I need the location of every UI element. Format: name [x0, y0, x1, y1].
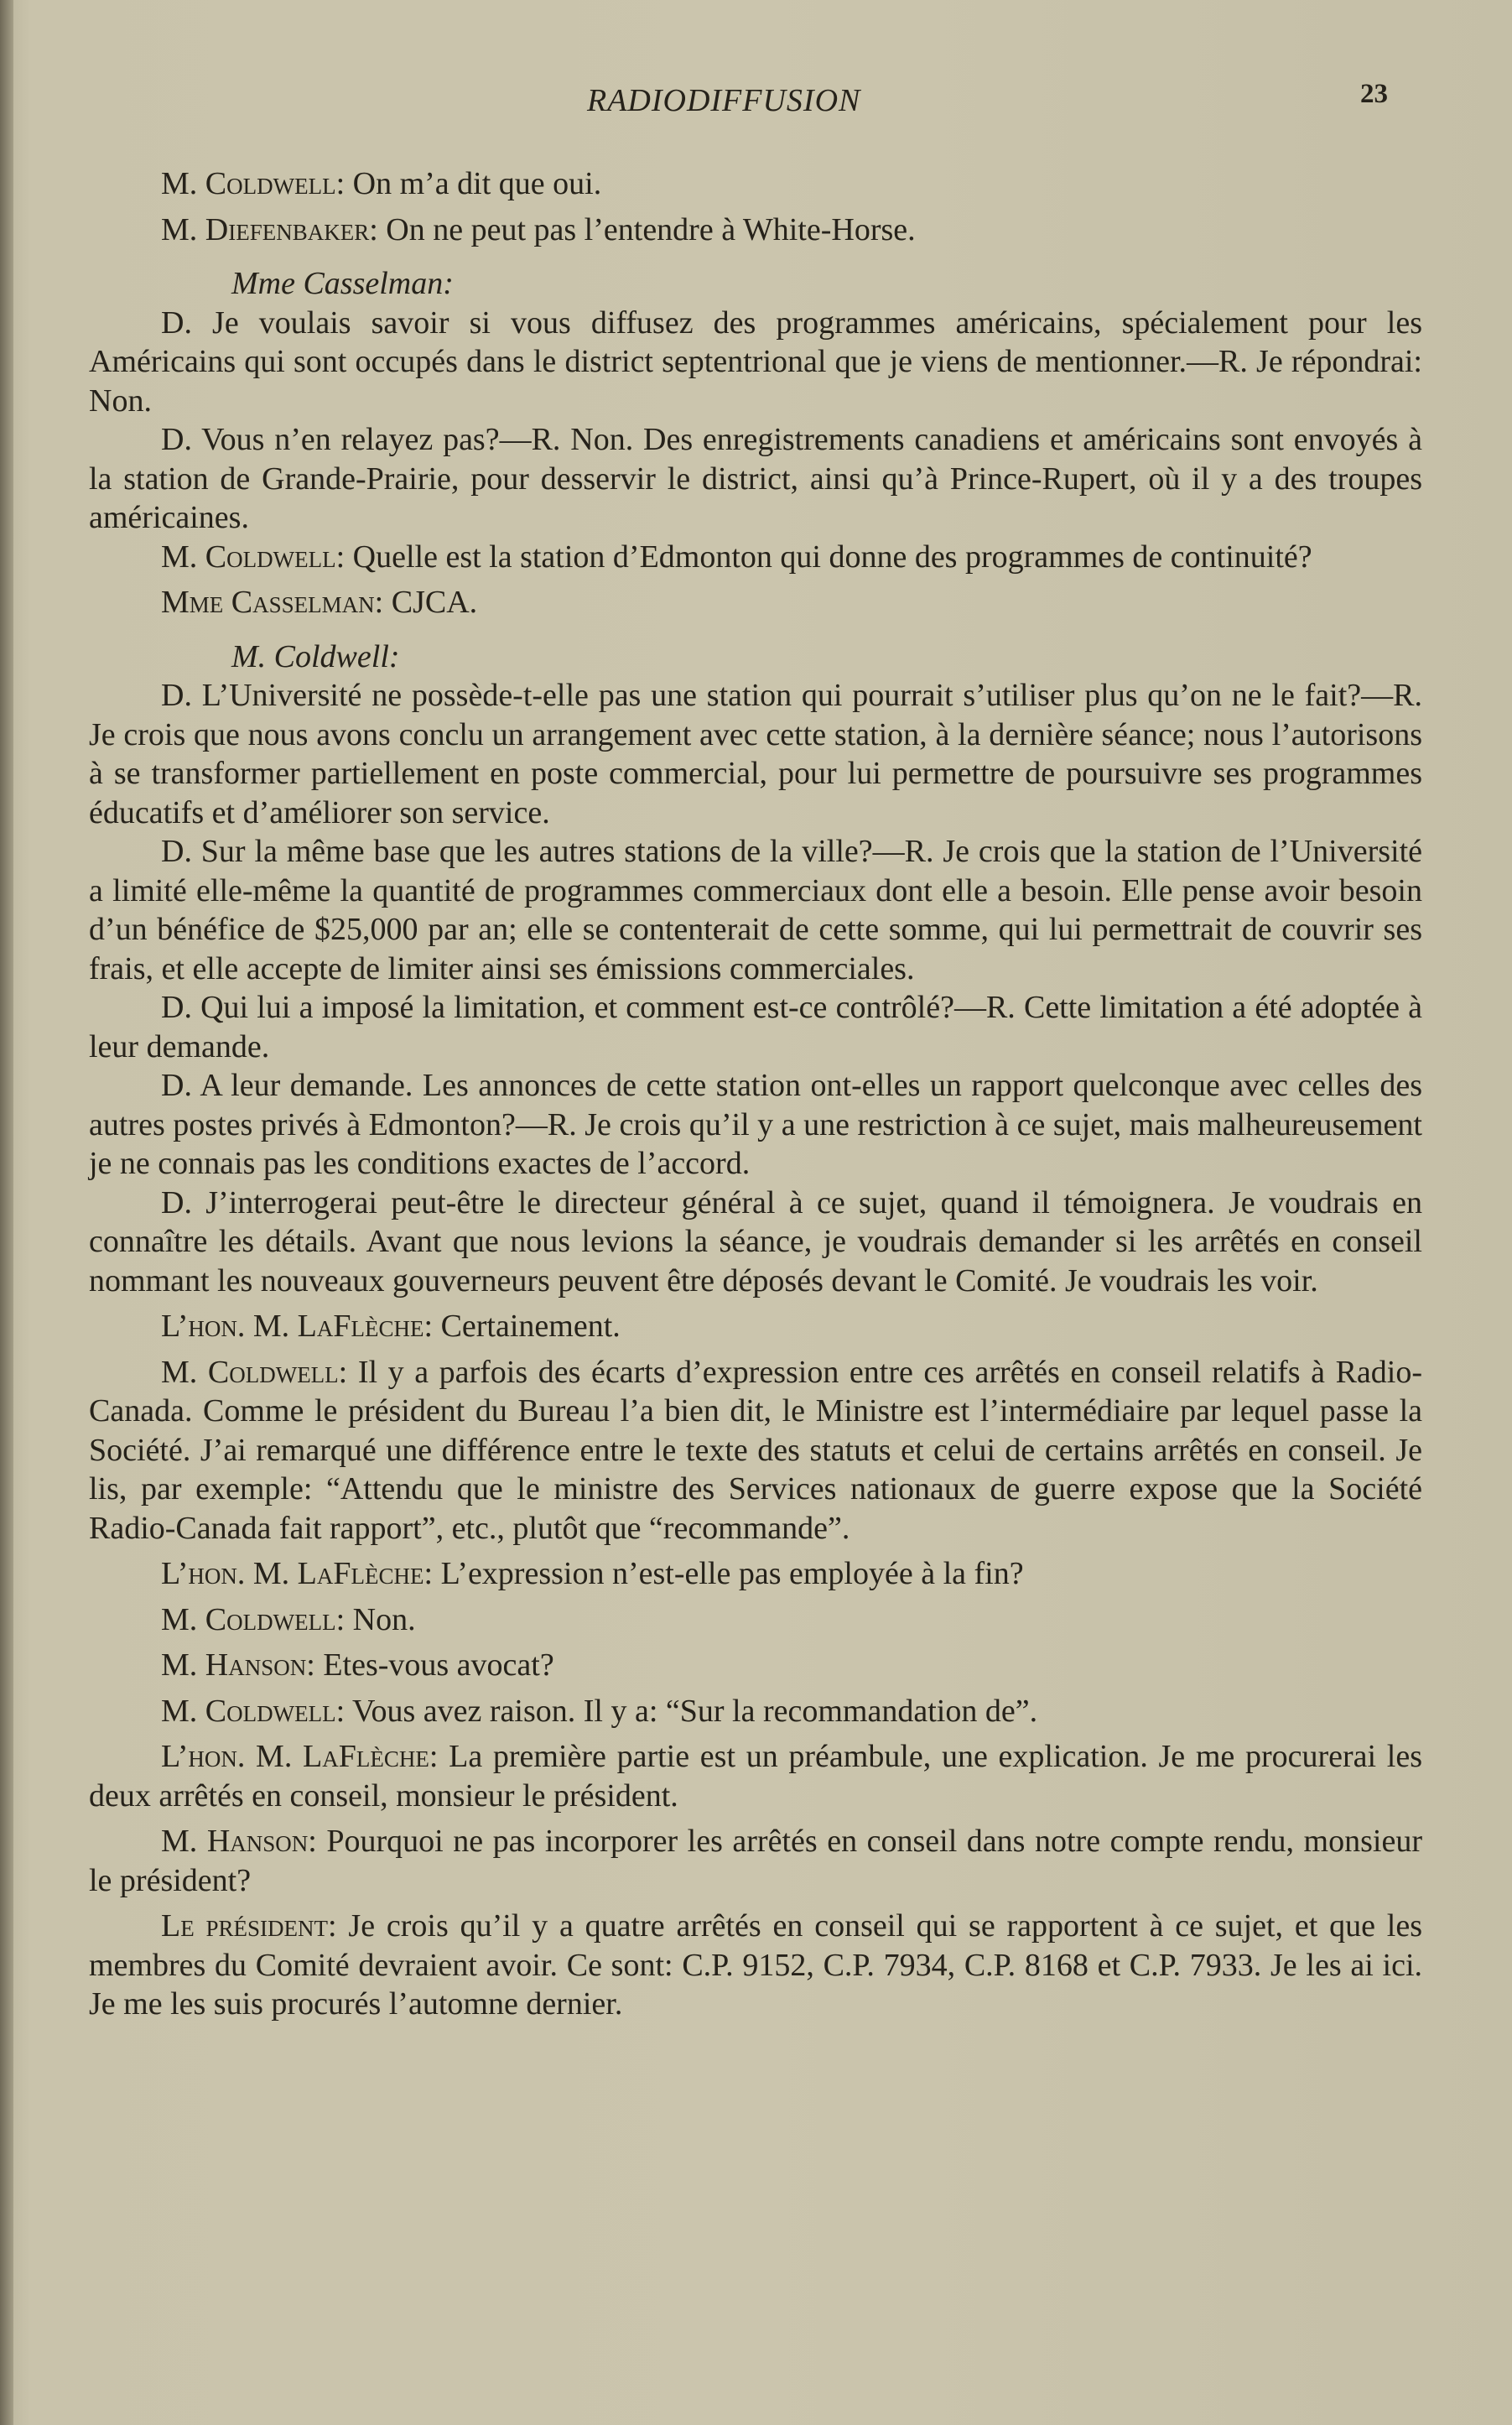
speech-text: CJCA.: [383, 585, 478, 620]
examiner-heading: M. Coldwell:: [231, 638, 400, 674]
speech-paragraph: [89, 1692, 1422, 1731]
speaker-name: L’hon. M. LaFlèche:: [161, 1309, 434, 1344]
speech-text: Non.: [345, 1601, 416, 1637]
speech-text: Pourquoi ne pas incorporer les arrêtés en conseil dans notre compte rendu, monsieur le président?: [89, 1824, 1422, 1898]
qa-paragraph: D. Vous n’en relayez pas?—R. Non. Des enregistrements canadiens et américains sont envoyés à la station de Grande-Prairie, pour desservir le district, ainsi qu’à Prince-Rupert, où il y a des troupes américaines.: [89, 422, 1422, 535]
speaker-name: M. Coldwell:: [161, 1601, 346, 1637]
speech-paragraph: [89, 1646, 1422, 1685]
speech-text: La première partie est un préambule, une explication. Je me procurerai les deux arrêtés en conseil, monsieur le président.: [89, 1739, 1422, 1814]
speaker-name: L’hon. M. LaFlèche:: [161, 1556, 434, 1591]
speech-paragraph: [89, 1600, 1422, 1640]
speaker-name: M. Coldwell:: [161, 166, 346, 201]
speech-paragraph: [89, 538, 1422, 577]
qa-paragraph: D. Qui lui a imposé la limitation, et comment est-ce contrôlé?—R. Cette limitation a été adoptée à leur demande.: [89, 990, 1422, 1064]
speech-paragraph: [89, 211, 1422, 250]
speaker-name: Mme Casselman:: [161, 585, 384, 620]
speaker-name: M. Hanson:: [161, 1647, 315, 1683]
speaker-name: Le président:: [161, 1908, 337, 1944]
speech-text: Il y a parfois des écarts d’expression entre ces arrêtés en conseil relatifs à Radio-Canada. Comme le président du Bureau l’a bien dit, le Ministre est l’intermédiaire par lequel passe la Société. J’ai remarqué une différence entre le texte des statuts et celui de certains arrêtés en conseil. Je lis, par exemple: “Attendu que le ministre des Services nationaux de guerre expose que la Société Radio-Canada fait rapport”, etc., plutôt que “recommande”.: [89, 1354, 1422, 1546]
running-title: RADIODIFFUSION: [587, 83, 861, 118]
speaker-name: M. Coldwell:: [161, 1693, 346, 1729]
page-number: 23: [1360, 79, 1388, 109]
speaker-name: M. Hanson:: [161, 1824, 317, 1859]
qa-paragraph: D. Sur la même base que les autres stations de la ville?—R. Je crois que la station de l’Université a limité elle-même la quantité de programmes commerciaux dont elle a besoin. Elle pense avoir besoin d’un bénéfice de $25,000 par an; elle se contenterait de cette somme, qui lui permettrait de couvrir ses frais, et elle accepte de limiter ainsi ses émissions commerciales.: [89, 834, 1422, 986]
qa-paragraph: D. L’Université ne possède-t-elle pas une station qui pourrait s’utiliser plus qu’on ne le fait?—R. Je crois que nous avons conclu un arrangement avec cette station, à la dernière séance; nous l’autorisons à se transformer partiellement en poste commercial, pour lui permettre de poursuivre ses programmes éducatifs et d’améliorer son service.: [89, 678, 1422, 830]
speech-text: Etes-vous avocat?: [314, 1647, 554, 1683]
speaker-name: M. Diefenbaker:: [161, 211, 378, 247]
examiner-heading: Mme Casselman:: [231, 266, 454, 301]
speaker-name: M. Coldwell:: [161, 1354, 348, 1390]
speech-text: On m’a dit que oui.: [345, 166, 602, 201]
speaker-name: L’hon. M. LaFlèche:: [161, 1739, 439, 1774]
speech-paragraph: [89, 1554, 1422, 1594]
speech-paragraph: [89, 1822, 1422, 1900]
speech-paragraph: [89, 1307, 1422, 1346]
speech-text: Vous avez raison. Il y a: “Sur la recommandation de”.: [345, 1693, 1038, 1729]
speech-text: L’expression n’est-elle pas employée à la fin?: [433, 1556, 1024, 1591]
speaker-name: M. Coldwell:: [161, 539, 346, 575]
qa-paragraph: D. A leur demande. Les annonces de cette station ont-elles un rapport quelconque avec celles des autres postes privés à Edmonton?—R. Je crois qu’il y a une restriction à ce sujet, mais malheureusement je ne connais pas les conditions exactes de l’accord.: [89, 1068, 1422, 1181]
speech-paragraph: [89, 583, 1422, 622]
speech-text: Quelle est la station d’Edmonton qui donne des programmes de continuité?: [345, 539, 1312, 575]
speech-paragraph: [89, 164, 1422, 204]
speech-text: Certainement.: [433, 1309, 621, 1344]
transcript-body: [89, 164, 1422, 2024]
speech-text: On ne peut pas l’entendre à White-Horse.: [377, 211, 916, 247]
qa-paragraph: D. J’interrogerai peut-être le directeur général à ce sujet, quand il témoignera. Je voudrais en connaître les détails. Avant que nous levions la séance, je voudrais demander si les arrêtés en conseil nommant les nouveaux gouverneurs peuvent être déposés devant le Comité. Je voudrais les voir.: [89, 1184, 1422, 1298]
qa-paragraph: D. Je voulais savoir si vous diffusez des programmes américains, spécialement pour les Américains qui sont occupés dans le district septentrional que je viens de mentionner.—R. Je répondrai: Non.: [89, 304, 1422, 419]
speech-paragraph: [89, 1737, 1422, 1815]
speech-paragraph: [89, 1353, 1422, 1548]
speech-paragraph: [89, 1907, 1422, 2024]
speech-text: Je crois qu’il y a quatre arrêtés en conseil qui se rapportent à ce sujet, et que les membres du Comité devraient avoir. Ce sont: C.P. 9152, C.P. 7934, C.P. 8168 et C.P. 7933. Je les ai ici. Je me les suis procurés l’automne dernier.: [89, 1908, 1422, 2022]
